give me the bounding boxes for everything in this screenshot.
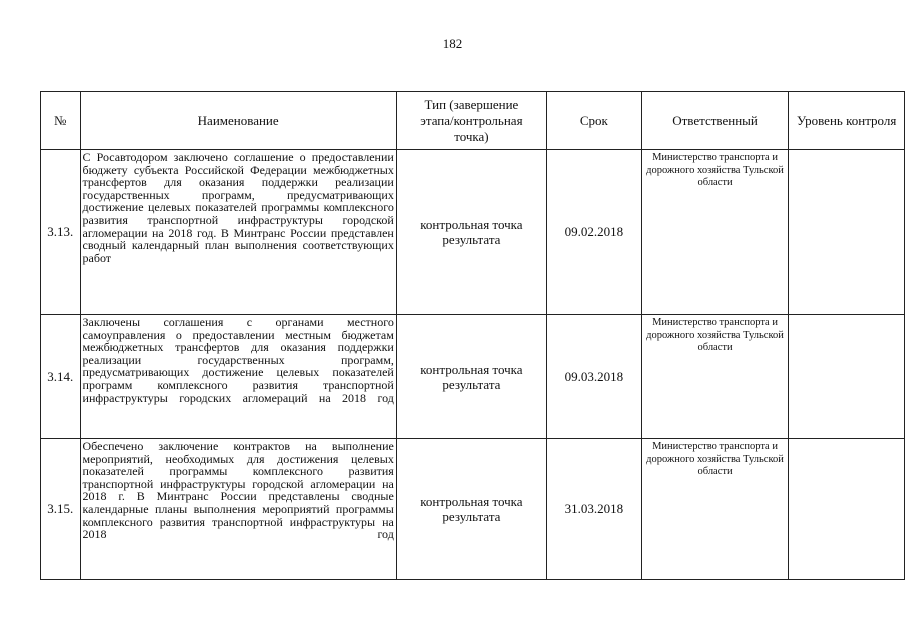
row-type: контрольная точка результата	[396, 315, 546, 439]
table-row	[41, 315, 905, 439]
row-deadline: 09.03.2018	[547, 315, 642, 439]
header-num: №	[41, 92, 81, 150]
table-row	[41, 439, 905, 580]
row-responsible: Министерство транспорта и дорожного хозяйства Тульской области	[641, 150, 789, 315]
table-row	[41, 150, 905, 315]
row-control-level	[789, 315, 905, 439]
header-type: Тип (завершение этапа/контрольная точка)	[396, 92, 546, 150]
row-deadline: 09.02.2018	[547, 150, 642, 315]
header-responsible: Ответственный	[641, 92, 789, 150]
row-responsible: Министерство транспорта и дорожного хозяйства Тульской области	[641, 439, 789, 580]
header-name: Наименование	[80, 92, 396, 150]
row-number: 3.14.	[41, 315, 81, 439]
row-name: С Росавтодором заключено соглашение о предоставлении бюджету субъекта Российской Федерации межбюджетных трансфертов для оказания поддержки реализации государственных программ, предусматривающих достижение целевых показателей программы комплексного развития транспортной инфраструктуры городской агломерации на 2018 год. В Минтранс России представлен сводный календарный план выполнения соответствующих работ	[80, 150, 396, 315]
table-header-row	[41, 92, 905, 150]
control-points-table	[40, 91, 905, 580]
row-responsible: Министерство транспорта и дорожного хозяйства Тульской области	[641, 315, 789, 439]
header-control-level: Уровень контроля	[789, 92, 905, 150]
header-deadline: Срок	[547, 92, 642, 150]
row-number: 3.13.	[41, 150, 81, 315]
row-type: контрольная точка результата	[396, 439, 546, 580]
row-name: Заключены соглашения с органами местного самоуправления о предоставлении местным бюджетам межбюджетных трансфертов для оказания поддержки реализации государственных программ, предусматривающих достижение целевых показателей программ комплексного развития транспортной инфраструктуры городских агломераций на 2018 год	[80, 315, 396, 439]
page-number: 182	[442, 36, 463, 51]
row-control-level	[789, 439, 905, 580]
row-control-level	[789, 150, 905, 315]
row-name: Обеспечено заключение контрактов на выполнение мероприятий, необходимых для достижения целевых показателей программы комплексного развития транспортной инфраструктуры городской агломерации на 2018 г. В Минтранс России представлены сводные календарные планы выполнения мероприятий программы комплексного развития транспортной инфраструктуры на 2018 год	[80, 439, 396, 580]
row-type: контрольная точка результата	[396, 150, 546, 315]
row-deadline: 31.03.2018	[547, 439, 642, 580]
row-number: 3.15.	[41, 439, 81, 580]
